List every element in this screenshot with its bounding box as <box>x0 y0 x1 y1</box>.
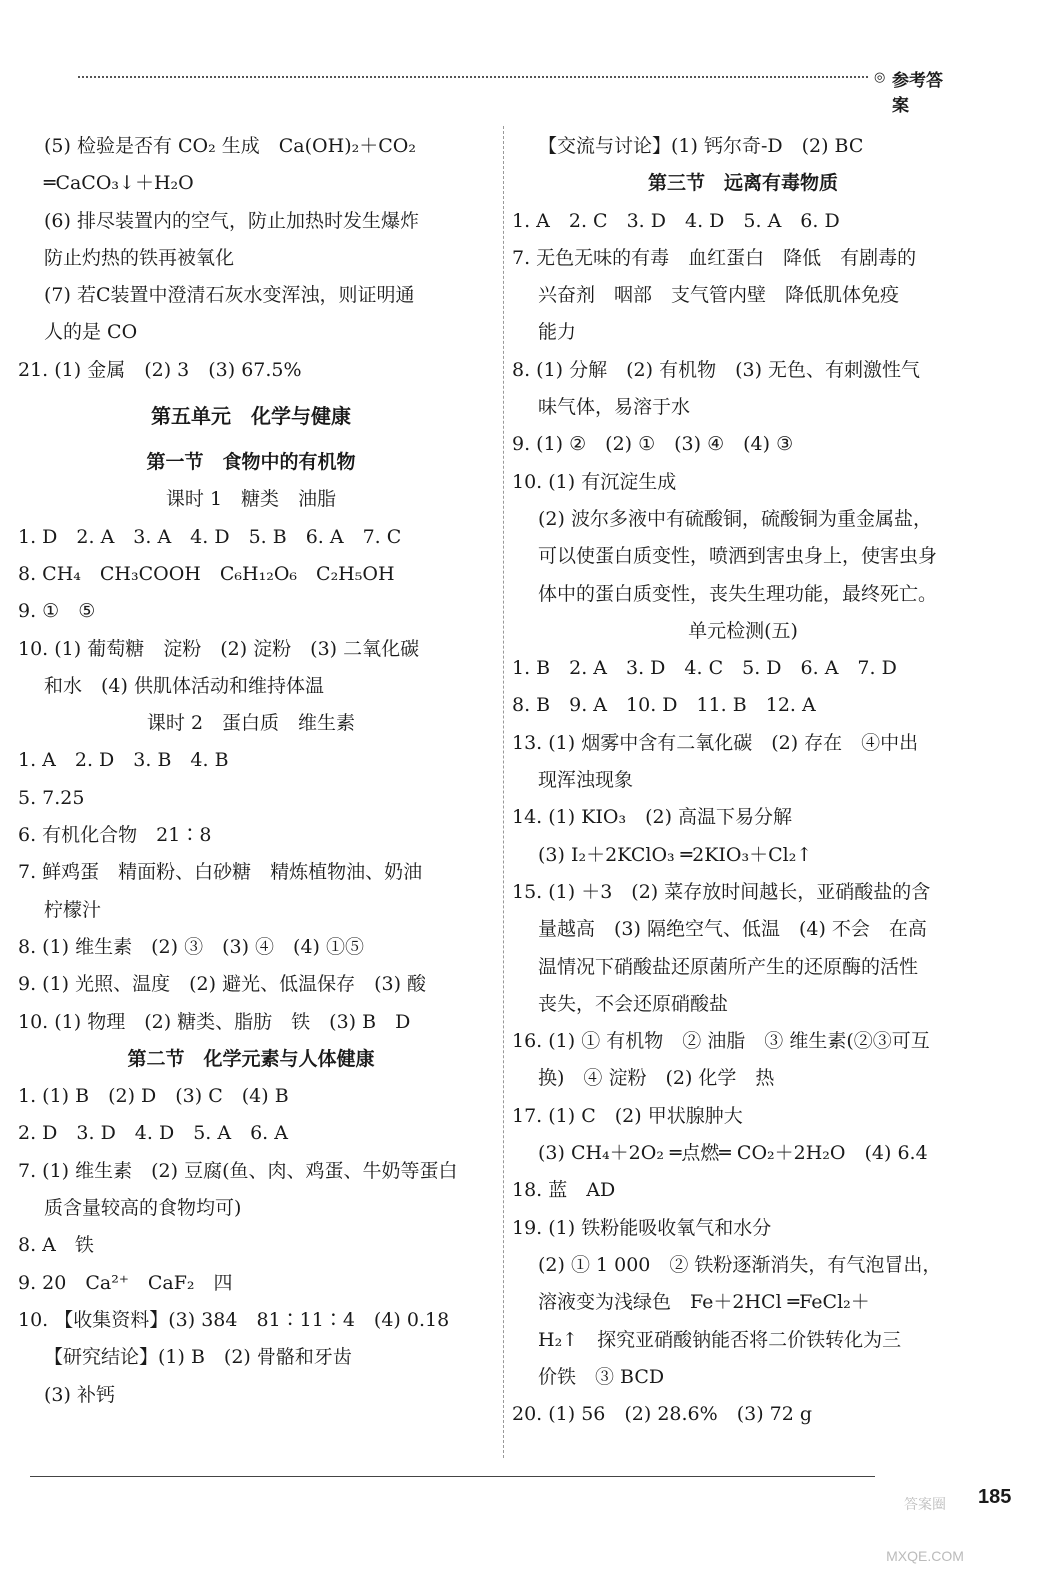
answer-line: 1. D 2. A 3. A 4. D 5. B 6. A 7. C <box>18 525 402 548</box>
answer-line: 单元检测(五) <box>688 619 798 642</box>
header-label: 参考答案 <box>892 71 943 116</box>
answer-line: 人的是 CO <box>44 321 138 344</box>
answer-line: 柠檬汁 <box>44 898 102 921</box>
target-icon: ◎ <box>874 70 886 85</box>
answer-line: 6. 有机化合物 21∶8 <box>18 824 212 847</box>
answer-line: 10. (1) 物理 (2) 糖类、脂肪 铁 (3) B D <box>18 1010 411 1033</box>
answer-line: 第三节 远离有毒物质 <box>647 172 838 195</box>
answer-line: 7. 无色无味的有毒 血红蛋白 降低 有剧毒的 <box>512 246 917 269</box>
footer-rule <box>30 1476 875 1477</box>
answer-line: 20. (1) 56 (2) 28.6% (3) 72 g <box>512 1403 813 1426</box>
answer-line: 9. ① ⑤ <box>18 600 96 623</box>
answer-line: 9. 20 Ca²⁺ CaF₂ 四 <box>18 1271 233 1294</box>
left-column <box>18 128 484 1414</box>
answer-line: 【研究结论】(1) B (2) 骨骼和牙齿 <box>44 1346 352 1369</box>
answer-line: 量越高 (3) 隔绝空气、低温 (4) 不会 在高 <box>538 918 927 941</box>
answer-line: 能力 <box>538 321 577 344</box>
column-divider <box>503 126 504 1458</box>
answer-line: 现浑浊现象 <box>538 769 634 792</box>
answer-line: 第五单元 化学与健康 <box>151 404 351 429</box>
answer-line: 兴奋剂 咽部 支气管内壁 降低肌体免疫 <box>538 284 900 307</box>
answer-line: (5) 检验是否有 CO₂ 生成 Ca(OH)₂＋CO₂ <box>44 135 416 157</box>
answer-line: 丧失，不会还原硝酸盐 <box>538 992 729 1015</box>
answer-line: 温情况下硝酸盐还原菌所产生的还原酶的活性 <box>538 955 919 978</box>
page-header <box>78 62 948 116</box>
answer-line: 1. A 2. C 3. D 4. D 5. A 6. D <box>512 209 840 232</box>
answer-line: 1. (1) B (2) D (3) C (4) B <box>18 1085 289 1108</box>
answer-line: 1. A 2. D 3. B 4. B <box>18 749 229 772</box>
answer-line: 可以使蛋白质变性，喷洒到害虫身上，使害虫身 <box>538 545 938 568</box>
answer-line: 1. B 2. A 3. D 4. C 5. D 6. A 7. D <box>512 657 897 680</box>
answer-line: ═CaCO₃↓＋H₂O <box>44 172 194 195</box>
answer-line: 8. B 9. A 10. D 11. B 12. A <box>512 694 816 717</box>
answer-line: 13. (1) 烟雾中含有二氧化碳 (2) 存在 ④中出 <box>512 731 919 754</box>
answer-line: 味气体，易溶于水 <box>538 396 691 419</box>
answer-line: 18. 蓝 AD <box>512 1179 616 1202</box>
answer-line: H₂↑ 探究亚硝酸钠能否将二价铁转化为三 <box>538 1328 902 1351</box>
answer-line: 17. (1) C (2) 甲状腺肿大 <box>512 1104 743 1127</box>
answer-line: 【交流与讨论】(1) 钙尔奇-D (2) BC <box>538 135 864 157</box>
answer-line: 换) ④ 淀粉 (2) 化学 热 <box>538 1067 775 1090</box>
answer-line: 课时 1 糖类 油脂 <box>165 488 337 511</box>
answer-line: 19. (1) 铁粉能吸收氧气和水分 <box>512 1216 772 1239</box>
answer-line: (2) 波尔多液中有硫酸铜，硫酸铜为重金属盐， <box>538 507 932 530</box>
answer-line: (6) 排尽装置内的空气，防止加热时发生爆炸 <box>44 209 419 232</box>
answer-line: 8. (1) 分解 (2) 有机物 (3) 无色、有刺激性气 <box>512 358 921 381</box>
answer-line: (7) 若C装置中澄清石灰水变浑浊，则证明通 <box>44 284 415 307</box>
header-dotted-rule <box>78 76 868 78</box>
answer-line: (3) I₂＋2KClO₃ ═2KIO₃＋Cl₂↑ <box>538 843 813 866</box>
answer-line: 8. A 铁 <box>18 1234 94 1257</box>
answer-line: 8. (1) 维生素 (2) ③ (3) ④ (4) ①⑤ <box>18 935 364 958</box>
page-number: 185 <box>978 1486 1012 1508</box>
answer-line: (3) 补钙 <box>44 1383 115 1406</box>
answer-line: 第一节 食物中的有机物 <box>146 451 356 474</box>
answer-line: 10. (1) 有沉淀生成 <box>512 470 677 493</box>
answer-line: (2) ① 1 000 ② 铁粉逐渐消失，有气泡冒出， <box>538 1253 942 1276</box>
answer-line: 5. 7.25 <box>18 786 85 809</box>
answer-line: 7. 鲜鸡蛋 精面粉、白砂糖 精炼植物油、奶油 <box>18 861 423 884</box>
answer-line: 溶液变为浅绿色 Fe＋2HCl ═FeCl₂＋ <box>538 1291 870 1314</box>
answer-line: 防止灼热的铁再被氧化 <box>44 246 235 269</box>
answer-line: 2. D 3. D 4. D 5. A 6. A <box>18 1122 288 1145</box>
answer-line: 8. CH₄ CH₃COOH C₆H₁₂O₆ C₂H₅OH <box>18 562 395 585</box>
answer-line: 9. (1) ② (2) ① (3) ④ (4) ③ <box>512 433 794 456</box>
answer-line: 和水 (4) 供肌体活动和维持体温 <box>44 674 324 697</box>
answer-line: 9. (1) 光照、温度 (2) 避光、低温保存 (3) 酸 <box>18 973 427 996</box>
answer-line: 价铁 ③ BCD <box>538 1365 665 1388</box>
answer-line: 第二节 化学元素与人体健康 <box>127 1047 375 1070</box>
answer-line: 质含量较高的食物均可) <box>44 1197 242 1220</box>
watermark-logo: 答案圈 MXQE.COM <box>886 1496 964 1564</box>
right-column <box>512 128 974 1433</box>
answer-line: 16. (1) ① 有机物 ② 油脂 ③ 维生素(②③可互 <box>512 1030 930 1053</box>
answer-line: 15. (1) ＋3 (2) 菜存放时间越长，亚硝酸盐的含 <box>512 880 931 903</box>
answer-line: 21. (1) 金属 (2) 3 (3) 67.5% <box>18 358 302 381</box>
answer-line: 10. (1) 葡萄糖 淀粉 (2) 淀粉 (3) 二氧化碳 <box>18 637 420 660</box>
answer-line: 体中的蛋白质变性，丧失生理功能，最终死亡。 <box>538 582 938 605</box>
answer-line: 课时 2 蛋白质 维生素 <box>146 712 356 735</box>
answer-line: (3) CH₄＋2O₂ ═点燃═ CO₂＋2H₂O (4) 6.4 <box>538 1142 928 1165</box>
answer-line: 14. (1) KIO₃ (2) 高温下易分解 <box>512 806 793 829</box>
answer-line: 10. 【收集资料】(3) 384 81∶11∶4 (4) 0.18 <box>18 1308 450 1331</box>
answer-line: 7. (1) 维生素 (2) 豆腐(鱼、肉、鸡蛋、牛奶等蛋白 <box>18 1159 458 1182</box>
